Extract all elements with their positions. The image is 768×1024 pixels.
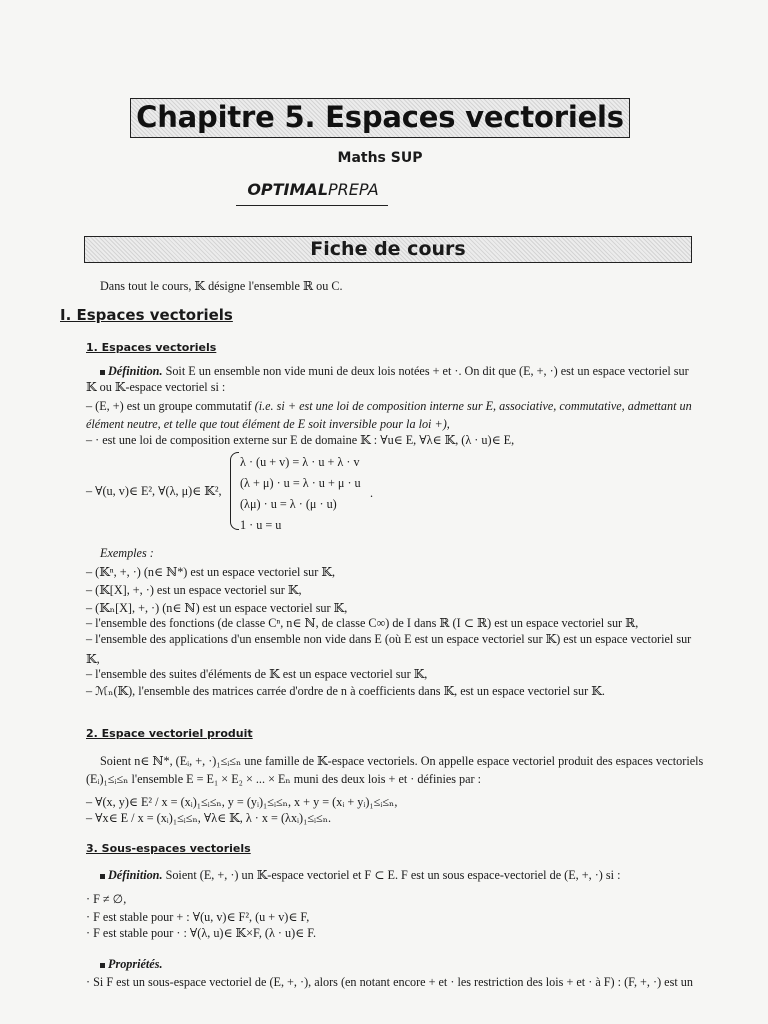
- subspace-condition-3: · F est stable pour · : ∀(λ, u)∈ 𝕂×F, (λ · u)∈ F.: [86, 926, 317, 940]
- axiom-group-line-2: élément neutre, et telle que tout élément de E soit inversible pour la loi +),: [86, 417, 450, 431]
- example-3: – (𝕂ₙ[X], +, ·) (n∈ ℕ) est un espace vectoriel sur 𝕂,: [86, 601, 348, 615]
- example-4: – l'ensemble des fonctions (de classe Cⁿ, n∈ ℕ, de classe C∞) de I dans ℝ (I ⊂ ℝ) est un espace vectoriel sur ℝ,: [86, 616, 639, 630]
- product-line-2: (Eᵢ)₁≤ᵢ≤ₙ l'ensemble E = E₁ × E₂ × ... × Eₙ muni des deux lois + et · définies par :: [86, 772, 482, 786]
- axiom-group-explanation: (i.e. si + est une loi de composition interne sur E, associative, commutative, admettant un: [254, 399, 692, 413]
- definition-text: Soit E un ensemble non vide muni de deux lois notées + et ·. On dit que (E, +, ·) est un espace vectoriel sur: [162, 364, 689, 378]
- examples-label: Exemples :: [100, 546, 154, 560]
- quantifier-line: – ∀(u, v)∈ E², ∀(λ, μ)∈ 𝕂²,: [86, 484, 222, 498]
- subspace-definition: [100, 868, 620, 883]
- properties-label-line: [100, 957, 163, 972]
- example-7: – ℳₙ(𝕂), l'ensemble des matrices carrée d'ordre de n à coefficients dans 𝕂, est un espace vectoriel sur 𝕂.: [86, 684, 605, 698]
- axiom-3: (λμ) · u = λ · (μ · u): [240, 497, 337, 511]
- brace-left: [230, 452, 239, 530]
- axiom-4: 1 · u = u: [240, 518, 282, 532]
- axiom-group-text: – (E, +) est un groupe commutatif: [86, 399, 255, 413]
- definition-label: Définition.: [108, 364, 163, 378]
- intro-text: Dans tout le cours, 𝕂 désigne l'ensemble ℝ ou C.: [100, 279, 343, 293]
- subspace-condition-2: · F est stable pour + : ∀(u, v)∈ F², (u + v)∈ F,: [86, 910, 310, 924]
- axiom-2: (λ + μ) · u = λ · u + μ · u: [240, 476, 361, 490]
- axioms-end: .: [370, 486, 374, 500]
- chapter-title: Chapitre 5. Espaces vectoriels: [136, 100, 624, 134]
- subspace-definition-text: Soient (E, +, ·) un 𝕂-espace vectoriel et F ⊂ E. F est un sous espace-vectoriel de (E, +, ·) si :: [162, 868, 621, 882]
- example-2: – (𝕂[X], +, ·) est un espace vectoriel sur 𝕂,: [86, 583, 302, 597]
- product-line-4: – ∀x∈ E / x = (xᵢ)₁≤ᵢ≤ₙ, ∀λ∈ 𝕂, λ · x = (λxᵢ)₁≤ᵢ≤ₙ.: [86, 811, 332, 825]
- external-law-line: – · est une loi de composition externe sur E de domaine 𝕂 : ∀u∈ E, ∀λ∈ 𝕂, (λ · u)∈ E,: [86, 433, 515, 447]
- example-6: – l'ensemble des suites d'éléments de 𝕂 est un espace vectoriel sur 𝕂,: [86, 667, 428, 681]
- properties-line-1: · Si F est un sous-espace vectoriel de (E, +, ·), alors (en notant encore + et · les restriction des lois + et · à F) : (F, +, ·) est un: [86, 975, 693, 989]
- example-1: – (𝕂ⁿ, +, ·) (n∈ ℕ*) est un espace vectoriel sur 𝕂,: [86, 565, 336, 579]
- brand-rest: PREPA: [328, 180, 379, 199]
- example-5-cont: 𝕂,: [86, 652, 100, 666]
- fiche-title: Fiche de cours: [310, 238, 466, 260]
- subsection-title-1: 1. Espaces vectoriels: [86, 341, 217, 354]
- subsection-title-2: 2. Espace vectoriel produit: [86, 727, 253, 740]
- subspace-condition-1: · F ≠ ∅,: [86, 892, 127, 906]
- definition-line-1: [100, 364, 689, 379]
- brand-bold: OPTIMAL: [247, 180, 329, 199]
- section-title: I. Espaces vectoriels: [60, 306, 233, 324]
- brand: [0, 180, 626, 199]
- bullet-square-icon: [100, 874, 105, 879]
- product-line-3: – ∀(x, y)∈ E² / x = (xᵢ)₁≤ᵢ≤ₙ, y = (yᵢ)₁≤ᵢ≤ₙ, x + y = (xᵢ + yᵢ)₁≤ᵢ≤ₙ,: [86, 795, 398, 809]
- axiom-group-line-1: [86, 399, 692, 414]
- properties-label: Propriétés.: [108, 957, 163, 971]
- axiom-1: λ · (u + v) = λ · u + λ · v: [240, 455, 360, 469]
- example-5: – l'ensemble des applications d'un ensemble non vide dans E (où E est un espace vectoriel sur 𝕂) est un espace vectoriel sur: [86, 632, 692, 646]
- bullet-square-icon: [100, 963, 105, 968]
- definition-line-2: 𝕂 ou 𝕂-espace vectoriel si :: [86, 380, 226, 394]
- brand-underline: [236, 205, 388, 206]
- bullet-square-icon: [100, 370, 105, 375]
- product-line-1: Soient n∈ ℕ*, (Eᵢ, +, ·)₁≤ᵢ≤ₙ une famille de 𝕂-espace vectoriels. On appelle espace vectoriel produit des espaces vectoriels: [100, 754, 704, 768]
- subsection-title-3: 3. Sous-espaces vectoriels: [86, 842, 251, 855]
- subspace-definition-label: Définition.: [108, 868, 163, 882]
- subtitle: Maths SUP: [337, 150, 423, 166]
